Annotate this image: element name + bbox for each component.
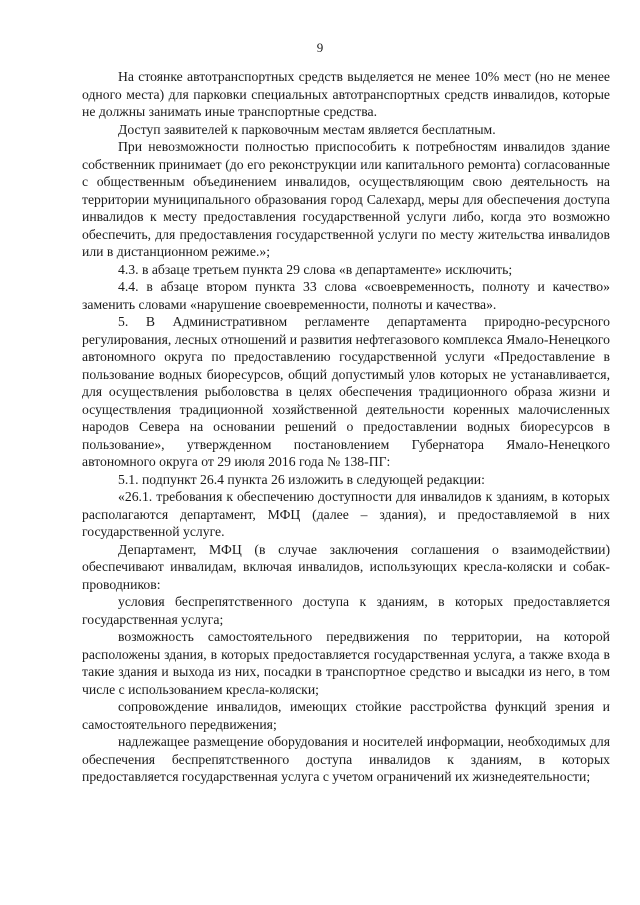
paragraph-item-5: 5. В Административном регламенте департамента природно-ресурсного регулирования, лесных отношений и развития нефтегазового комплекса Ямало-Ненецкого автономного округа по предоставлению государственной услуги «Предоставление в пользование водных биоресурсов, общий допустимый улов которых не устанавливается, для осуществления рыболовства в целях обеспечения традиционного образа жизни и осуществления традиционной хозяйственной деятельности коренных малочисленных народов Севера на основании решений о предоставлении водных биоресурсов в пользование», утвержденном постановлением Губернатора Ямало-Ненецкого автономного округа от 29 июля 2016 года № 138-ПГ: (82, 314, 610, 469)
paragraph-independent-movement: возможность самостоятельного передвижения по территории, на которой расположены здания, в которых предоставляется государственная услуга, а также входа в такие здания и выхода из них, посадки в транспортное средство и высадки из него, в том числе с использованием кресла-коляски; (82, 629, 610, 697)
paragraph-item-4-4: 4.4. в абзаце втором пункта 33 слова «своевременность, полноту и качество» заменить словами «нарушение своевременности, полноты и качества». (82, 279, 610, 312)
paragraph-access-conditions: условия беспрепятственного доступа к зданиям, в которых предоставляется государственная услуга; (82, 594, 610, 627)
paragraph-owner-measures: При невозможности полностью приспособить к потребностям инвалидов здание собственник принимает (до его реконструкции или капитального ремонта) согласованные с общественным объединением инвалидов, осуществляющим свою деятельность на территории муниципального образования город Салехард, меры для обеспечения доступа инвалидов к месту предоставления государственной услуги либо, когда это возможно обеспечить, для предоставления государственной услуги по месту жительства инвалидов или в дистанционном режиме.»; (82, 139, 610, 259)
paragraph-item-26-1: «26.1. требования к обеспечению доступности для инвалидов к зданиям, в которых располагаются департамент, МФЦ (далее – здания), и предоставляемой в них государственной услуге. (82, 489, 610, 539)
paragraph-item-4-3: 4.3. в абзаце третьем пункта 29 слова «в департаменте» исключить; (118, 261, 513, 277)
paragraph-free-access: Доступ заявителей к парковочным местам является бесплатным. (118, 121, 496, 137)
paragraph-escort: сопровождение инвалидов, имеющих стойкие расстройства функций зрения и самостоятельного передвижения; (82, 699, 610, 732)
page-number: 9 (316, 40, 324, 55)
paragraph-item-5-1: 5.1. подпункт 26.4 пункта 26 изложить в следующей редакции: (118, 471, 485, 487)
paragraph-department-mfc: Департамент, МФЦ (в случае заключения соглашения о взаимодействии) обеспечивают инвалидам, включая инвалидов, использующих кресла-коляски и собак-проводников: (82, 541, 610, 592)
document-body (82, 68, 610, 786)
paragraph-equipment-placement: надлежащее размещение оборудования и носителей информации, необходимых для обеспечения беспрепятственного доступа инвалидов к зданиям, в которых предоставляется государственная услуга с учетом ограничений их жизнедеятельности; (82, 734, 610, 784)
paragraph-parking-spaces: На стоянке автотранспортных средств выделяется не менее 10% мест (но не менее одного места) для парковки специальных автотранспортных средств инвалидов, которые не должны занимать иные транспортные средства. (82, 69, 610, 119)
